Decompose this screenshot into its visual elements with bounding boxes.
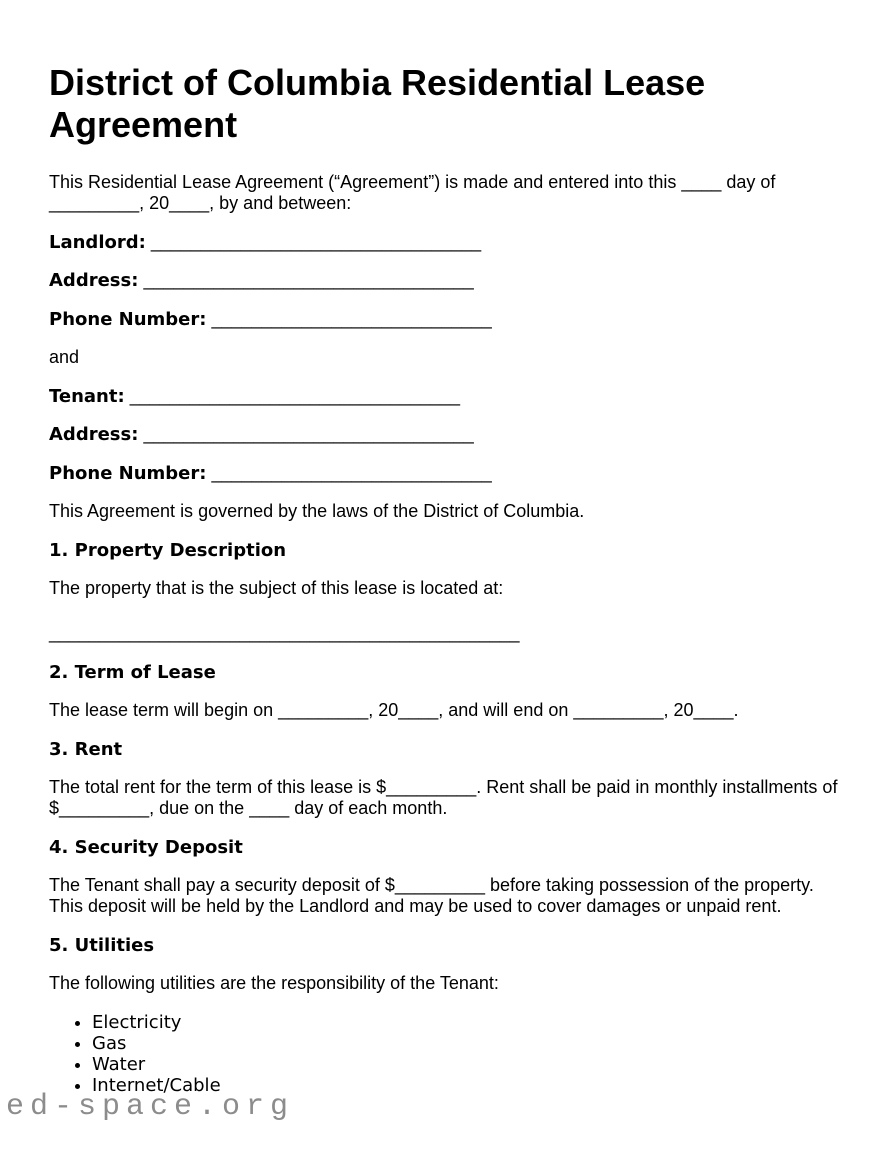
list-item: • Electricity [92,1012,844,1033]
section-heading-deposit: 4. Security Deposit [49,836,243,858]
landlord-address-blank: _________________________________ [143,270,474,290]
utilities-paragraph: The following utilities are the responsibility of the Tenant: [49,973,499,993]
landlord-field [49,232,844,253]
governing-law-paragraph: This Agreement is governed by the laws of the District of Columbia. [49,501,585,521]
landlord-address-field [49,270,844,291]
intro-paragraph: This Residential Lease Agreement (“Agreement”) is made and entered into this ____ day of _________, 20____, by and between: [49,172,776,213]
tenant-phone-blank: ____________________________ [211,462,492,483]
utilities-list [49,1012,844,1096]
document-title: District of Columbia Residential Lease Agreement [49,62,706,145]
tenant-blank: _________________________________ [129,385,461,406]
landlord-phone-field [49,309,844,330]
list-item: • Internet/Cable [92,1075,844,1096]
property-paragraph: The property that is the subject of this lease is located at: [49,578,504,598]
landlord-blank: _________________________________ [150,231,482,252]
landlord-address-label: Address: [49,270,139,291]
section-heading-property: 1. Property Description [49,539,287,561]
property-address-blank: _______________________________________________ [49,623,520,643]
landlord-phone-blank: ____________________________ [211,308,492,329]
rent-paragraph: The total rent for the term of this lease is $_________. Rent shall be paid in monthly installments of $_________, due on the ____ day of each month. [49,777,838,818]
tenant-phone-label: Phone Number: [49,462,207,484]
tenant-phone-field [49,463,844,484]
tenant-field [49,386,844,407]
conjunction-text: and [49,347,80,367]
deposit-paragraph: The Tenant shall pay a security deposit of $_________ before taking possession of the property. This deposit will be held by the Landlord and may be used to cover damages or unpaid rent. [49,875,814,916]
tenant-label: Tenant: [49,385,125,407]
landlord-phone-label: Phone Number: [49,308,207,330]
tenant-address-label: Address: [49,424,139,445]
section-heading-rent: 3. Rent [49,738,123,760]
tenant-address-field [49,424,844,445]
watermark: ed-space.org [6,1090,295,1124]
section-heading-term: 2. Term of Lease [49,661,216,683]
term-paragraph: The lease term will begin on _________, 20____, and will end on _________, 20____. [49,700,739,720]
landlord-label: Landlord: [49,231,146,253]
tenant-address-blank: _________________________________ [143,424,474,444]
section-heading-utilities: 5. Utilities [49,934,155,956]
list-item: • Gas [92,1033,844,1054]
list-item: • Water [92,1054,844,1075]
